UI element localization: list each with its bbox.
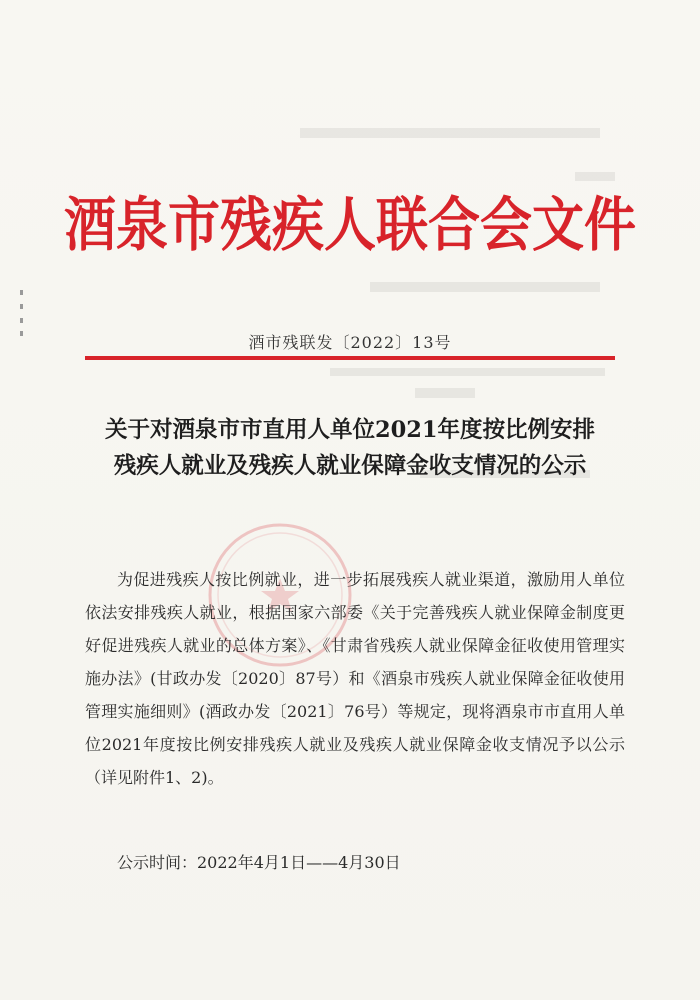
body-paragraph: 为促进残疾人按比例就业，进一步拓展残疾人就业渠道，激励用人单位依法安排残疾人就业，根据国家六部委《关于完善残疾人就业保障金制度更好促进残疾人就业的总体方案》、《甘肃省残疾人就业保障金征收使用管理实施办法》(甘政办发〔2020〕87号）和《酒泉市残疾人就业保障金征收使用管理实施细则》(酒政办发〔2021〕76号）等规定，现将酒泉市市直用人单位2021年度按比例安排残疾人就业及残疾人就业保障金收支情况予以公示（详见附件1、2)。 [85,570,625,787]
publish-period: 公示时间：2022年4月1日——4月30日 [117,853,401,872]
notice-title [40,412,660,484]
notice-title-line-1: 关于对酒泉市市直用人单位2021年度按比例安排 [104,417,596,443]
issuer-header: 酒泉市残疾人联合会文件 [63,191,636,260]
notice-title-line-2: 残疾人就业及残疾人就业保障金收支情况的公示 [113,453,587,479]
red-divider-line [85,356,615,360]
document-number: 酒市残联发〔2022〕13号 [248,333,452,352]
notice-body [85,563,625,794]
